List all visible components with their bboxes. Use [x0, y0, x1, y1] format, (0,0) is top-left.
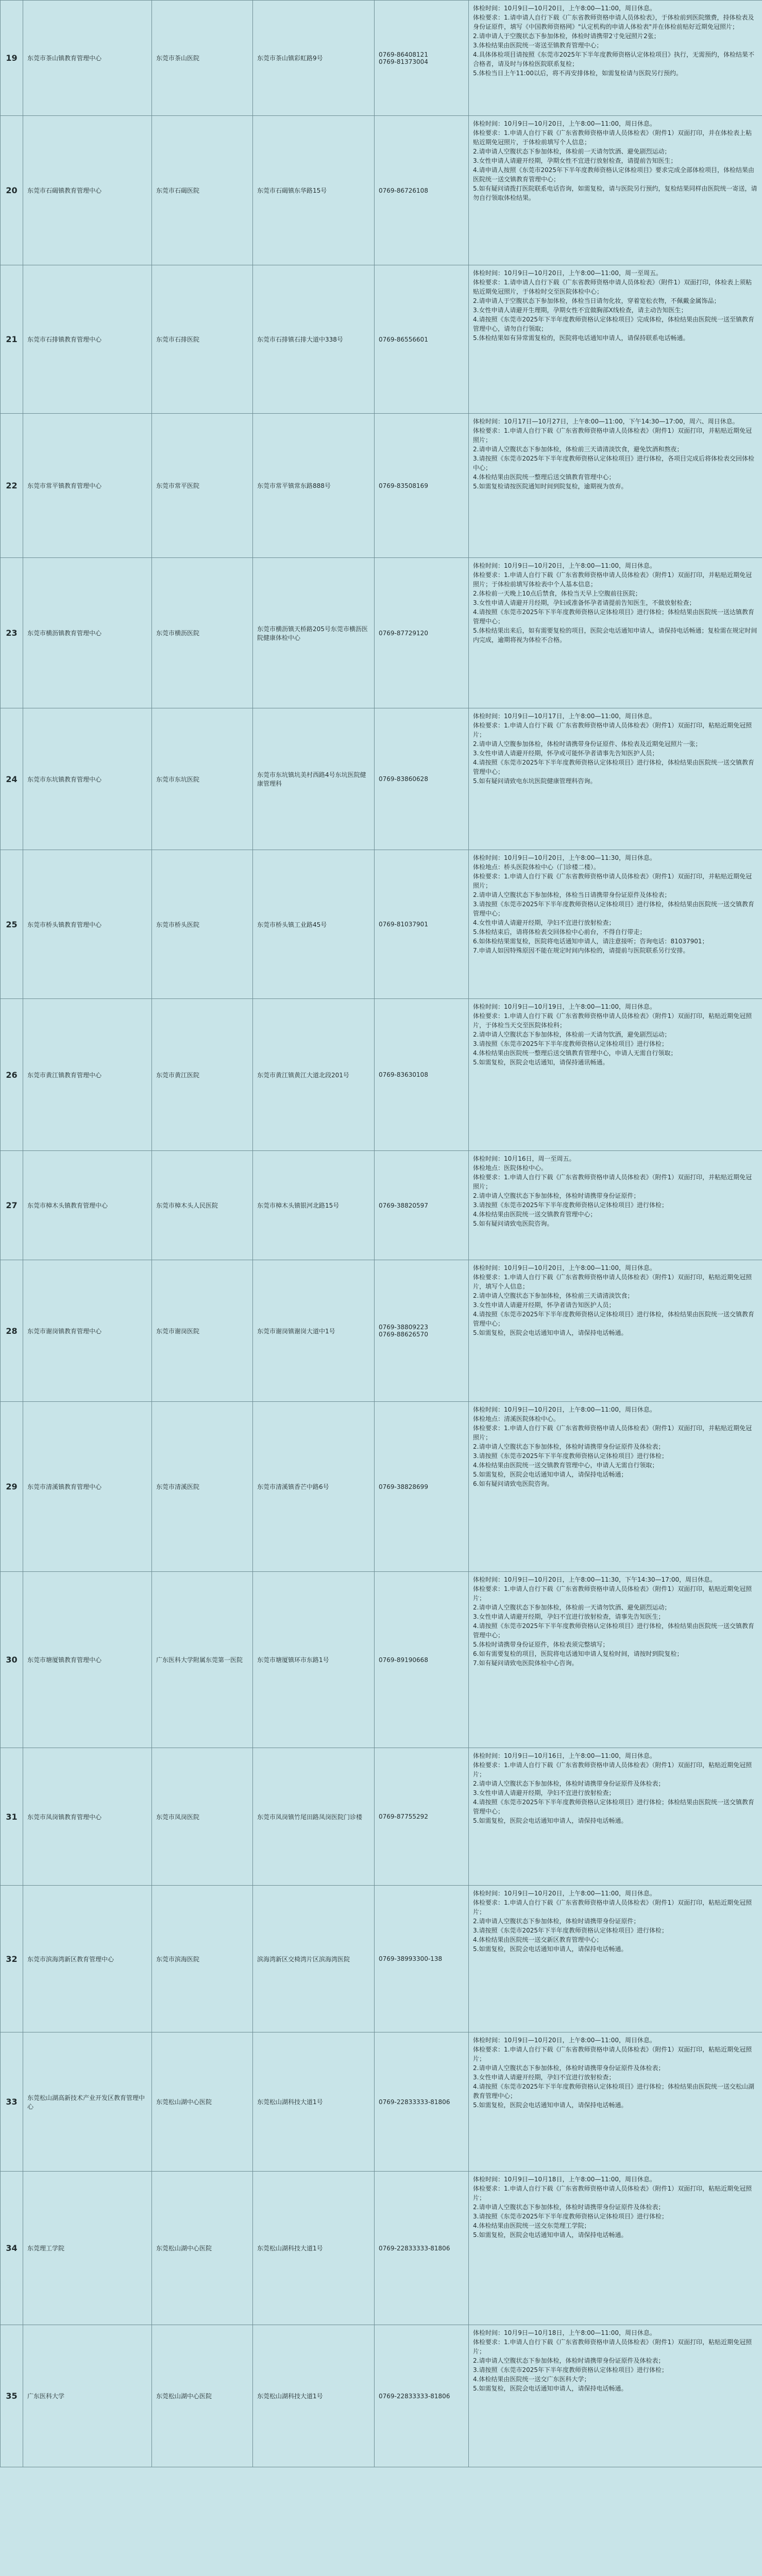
education-center: 东莞市樟木头镇教育管理中心 [23, 1151, 152, 1260]
hospital-name: 东莞市黄江医院 [152, 999, 253, 1151]
contact-phone: 0769-87729120 [375, 558, 469, 708]
education-center: 东莞市塘厦镇教育管理中心 [23, 1572, 152, 1748]
table-row [1, 1260, 762, 1402]
table-row [1, 999, 762, 1151]
hospital-name: 东莞市横沥医院 [152, 558, 253, 708]
hospital-name: 东莞市常平医院 [152, 414, 253, 558]
education-center: 广东医科大学 [23, 2325, 152, 2467]
contact-phone: 0769-81037901 [375, 850, 469, 999]
hospital-name: 东莞市清溪医院 [152, 1402, 253, 1572]
hospital-address: 东莞市东坑镇坑美村西路4号东坑医院健康管理科 [253, 708, 375, 850]
contact-phone: 0769-38993300-138 [375, 1886, 469, 2032]
row-index: 28 [1, 1260, 23, 1402]
hospital-name: 东莞市茶山医院 [152, 1, 253, 116]
contact-phone: 0769-83508169 [375, 414, 469, 558]
hospital-address: 东莞市塘厦镇环市东路1号 [253, 1572, 375, 1748]
exam-details: 体检时间：10月9日—10月20日，上午8:00—11:00，周日休息。 体检要求：1.申请人自行下载《广东省教师资格申请人员体检表》（附件1）双面打印，粘贴近期免冠照片，填写个人信息； 2.请申请人空腹状态下参加体检，体检前三天请清淡饮食； 3.女性申请人请避开经期，怀孕者请告知医护人员； 4.请按照《东莞市2025年下半年度教师资格认定体检项目》进行体检，体检结果由医院统一送交镇教育管理中心； 5.如需复检，医院会电话通知申请人，请保持电话畅通。 [469, 1260, 762, 1402]
hospital-address: 东莞市茶山镇彩虹路9号 [253, 1, 375, 116]
row-index: 32 [1, 1886, 23, 2032]
education-center: 东莞市横沥镇教育管理中心 [23, 558, 152, 708]
table-row [1, 1886, 762, 2032]
education-center: 东莞市石排镇教育管理中心 [23, 265, 152, 414]
hospital-name: 东莞市谢岗医院 [152, 1260, 253, 1402]
table-row [1, 414, 762, 558]
hospital-address: 东莞市清溪镇香芒中路6号 [253, 1402, 375, 1572]
contact-phone: 0769-22833333-81806 [375, 2032, 469, 2172]
row-index: 19 [1, 1, 23, 116]
row-index: 27 [1, 1151, 23, 1260]
hospital-name: 广东医科大学附属东莞第一医院 [152, 1572, 253, 1748]
exam-details: 体检时间：10月9日—10月18日，上午8:00—11:00，周日休息。 体检要求：1.申请人自行下载《广东省教师资格申请人员体检表》（附件1）双面打印，粘贴近期免冠照片； 2.请申请人空腹状态下参加体检，体检时请携带身份证原件及体检表； 3.请按照《东莞市2025年下半年度教师资格认定体检项目》进行体检； 4.体检结果由医院统一送交东莞理工学院； 5.如需复检，医院会电话通知申请人，请保持电话畅通。 [469, 2172, 762, 2325]
exam-details: 体检时间：10月16日，周一至周五。 体检地点：医院体检中心。 体检要求：1.申请人自行下载《广东省教师资格申请人员体检表》（附件1）双面打印，并粘贴近期免冠照片； 2.请申请人空腹状态下参加体检，体检时请携带身份证原件； 3.请按照《东莞市2025年下半年度教师资格认定体检项目》进行体检； 4.体检结果由医院统一送交镇教育管理中心； 5.如有疑问请致电医院咨询。 [469, 1151, 762, 1260]
contact-phone: 0769-86726108 [375, 116, 469, 265]
contact-phone: 0769-89190668 [375, 1572, 469, 1748]
table-body [1, 1, 762, 2467]
table-row [1, 708, 762, 850]
exam-details: 体检时间：10月9日—10月20日，上午8:00—11:30，周日休息。 体检地点：桥头医院体检中心（门诊楼二楼）。 体检要求：1.申请人自行下载《广东省教师资格申请人员体检表》（附件1）双面打印，并粘贴近期免冠照片； 2.请申请人空腹状态下参加体检，体检当日请携带身份证原件及体检表； 3.请按照《东莞市2025年下半年度教师资格认定体检项目》进行体检，体检结果由医院统一送交镇教育管理中心； 4.女性申请人请避开经期，孕妇不宜进行放射检查； 5.体检结束后，请将体检表交回体检中心前台，不得自行带走； 6.如体检结果需复检，医院将电话通知申请人，请注意接听；咨询电话：81037901； 7.申请人如因特殊原因不能在规定时间内体检的，请提前与医院联系另行安排。 [469, 850, 762, 999]
hospital-address: 东莞市桥头镇工业路45号 [253, 850, 375, 999]
exam-details: 体检时间：10月9日—10月20日，上午8:00—11:00，周日休息。 体检要求：1.申请人自行下载《广东省教师资格申请人员体检表》（附件1）双面打印，并在体检表上粘贴近期免冠照片，于体检前填写个人信息； 2.请申请人空腹状态下参加体检，体检前一天请勿饮酒、避免剧烈运动； 3.女性申请人请避开经期，孕期女性不宜进行放射检查，请提前告知医生； 4.请申请人按照《东莞市2025年下半年度教师资格认定体检项目》要求完成全部体检项目，体检结果由医院统一送交镇教育管理中心； 5.如有疑问请拨打医院联系电话咨询，如需复检，请与医院另行预约，复检结果同样由医院统一寄送，请勿自行领取体检结果。 [469, 116, 762, 265]
table-row [1, 1572, 762, 1748]
hospital-address: 东莞松山湖科技大道1号 [253, 2325, 375, 2467]
hospital-address: 东莞市石排镇石排大道中338号 [253, 265, 375, 414]
hospital-name: 东莞市东坑医院 [152, 708, 253, 850]
contact-phone: 0769-38809223 0769-88626570 [375, 1260, 469, 1402]
hospital-name: 东莞市樟木头人民医院 [152, 1151, 253, 1260]
hospital-name: 东莞松山湖中心医院 [152, 2325, 253, 2467]
table-row [1, 1151, 762, 1260]
education-center: 东莞市清溪镇教育管理中心 [23, 1402, 152, 1572]
row-index: 25 [1, 850, 23, 999]
hospital-address: 东莞市横沥镇天桥路205号东莞市横沥医院健康体检中心 [253, 558, 375, 708]
hospital-name: 东莞松山湖中心医院 [152, 2032, 253, 2172]
exam-details: 体检时间：10月9日—10月19日，上午8:00—11:00，周日休息。 体检要求：1.申请人自行下载《广东省教师资格申请人员体检表》（附件1）双面打印，粘贴近期免冠照片，于体检当天交至医院体检科； 2.请申请人空腹状态下参加体检，体检前一天请勿饮酒，避免剧烈运动； 3.请按照《东莞市2025年下半年度教师资格认定体检项目》进行体检； 4.体检结果由医院统一整理后送交镇教育管理中心，申请人无需自行领取； 5.如需复检，医院会电话通知，请保持通讯畅通。 [469, 999, 762, 1151]
exam-details: 体检时间：10月9日—10月18日，上午8:00—11:00，周日休息。 体检要求：1.申请人自行下载《广东省教师资格申请人员体检表》（附件1）双面打印，粘贴近期免冠照片； 2.请申请人空腹状态下参加体检，体检时请携带身份证原件及体检表； 3.请按照《东莞市2025年下半年度教师资格认定体检项目》进行体检； 4.体检结果由医院统一送交广东医科大学； 5.如需复检，医院会电话通知申请人，请保持电话畅通。 [469, 2325, 762, 2467]
hospital-name: 东莞市桥头医院 [152, 850, 253, 999]
education-center: 东莞市石碣镇教育管理中心 [23, 116, 152, 265]
table-row [1, 265, 762, 414]
contact-phone: 0769-22833333-81806 [375, 2172, 469, 2325]
hospital-name: 东莞市凤岗医院 [152, 1748, 253, 1886]
contact-phone: 0769-22833333-81806 [375, 2325, 469, 2467]
table-row [1, 1748, 762, 1886]
education-center: 东莞理工学院 [23, 2172, 152, 2325]
row-index: 20 [1, 116, 23, 265]
education-center: 东莞市黄江镇教育管理中心 [23, 999, 152, 1151]
exam-details: 体检时间：10月9日—10月17日，上午8:00—11:00，周日休息。 体检要求：1.申请人自行下载《广东省教师资格申请人员体检表》（附件1）双面打印，粘贴近期免冠照片； 2.请申请人空腹参加体检，体检时请携带身份证原件、体检表及近期免冠照片一张； 3.女性申请人请避开经期，怀孕或可能怀孕者请事先告知医护人员； 4.请按照《东莞市2025年下半年度教师资格认定体检项目》进行体检，体检结果由医院统一送交镇教育管理中心； 5.如有疑问请致电东坑医院健康管理科咨询。 [469, 708, 762, 850]
table-row [1, 116, 762, 265]
hospital-address: 东莞市凤岗镇竹尾田路凤岗医院门诊楼 [253, 1748, 375, 1886]
table-row [1, 1402, 762, 1572]
table-row [1, 850, 762, 999]
education-center: 东莞市常平镇教育管理中心 [23, 414, 152, 558]
contact-phone: 0769-83630108 [375, 999, 469, 1151]
education-center: 东莞市茶山镇教育管理中心 [23, 1, 152, 116]
hospital-address: 东莞市常平镇常东路888号 [253, 414, 375, 558]
exam-details: 体检时间：10月9日—10月20日，上午8:00—11:00，周日休息。 体检要求：1.申请人自行下载《广东省教师资格申请人员体检表》（附件1）双面打印，粘贴近期免冠照片； 2.请申请人空腹状态下参加体检，体检时请携带身份证原件； 3.请按照《东莞市2025年下半年度教师资格认定体检项目》进行体检； 4.体检结果由医院统一送交新区教育管理中心； 5.如需复检，医院会电话通知申请人，请保持电话畅通。 [469, 1886, 762, 2032]
exam-details: 体检时间：10月17日—10月27日，上午8:00—11:00，下午14:30—17:00，周六、周日休息。 体检要求：1.申请人自行下载《广东省教师资格申请人员体检表》（附件1）双面打印，并粘贴近期免冠照片； 2.请申请人空腹状态下参加体检，体检前三天请清淡饮食，避免饮酒和熬夜； 3.请按照《东莞市2025年下半年度教师资格认定体检项目》进行体检，各项目完成后将体检表交回体检中心； 4.体检结果由医院统一整理后送交镇教育管理中心； 5.如需复检请按医院通知时间到院复检，逾期视为放弃。 [469, 414, 762, 558]
exam-details: 体检时间：10月9日—10月20日，上午8:00—11:00，周日休息。 体检要求：1.申请人自行下载《广东省教师资格申请人员体检表》（附件1）双面打印，并粘贴近期免冠照片；于体检前填写体检表中个人基本信息； 2.体检前一天晚上10点后禁食，体检当天早上空腹前往医院； 3.女性申请人请避开月经期，孕妇或准备怀孕者请提前告知医生，不做放射检查； 4.请按照《东莞市2025年下半年度教师资格认定体检项目》进行体检；体检结果由医院统一送达镇教育管理中心； 5.体检结果出来后，如有需要复检的项目，医院会电话通知申请人，请保持电话畅通；复检需在规定时间内完成，逾期将视为体检不合格。 [469, 558, 762, 708]
table-row [1, 558, 762, 708]
contact-phone: 0769-83860628 [375, 708, 469, 850]
exam-details: 体检时间：10月9日—10月20日，上午8:00—11:00，周日休息。 体检地点：清溪医院体检中心。 体检要求：1.申请人自行下载《广东省教师资格申请人员体检表》（附件1）双面打印，并粘贴近期免冠照片； 2.请申请人空腹状态下参加体检，体检时请携带身份证原件及体检表； 3.请按照《东莞市2025年下半年度教师资格认定体检项目》进行体检； 4.体检结果由医院统一送交镇教育管理中心，申请人无需自行领取； 5.如需复检，医院会电话通知申请人，请保持电话畅通； 6.如有疑问请致电医院咨询。 [469, 1402, 762, 1572]
contact-phone: 0769-38820597 [375, 1151, 469, 1260]
hospital-address: 滨海湾新区交椅湾片区滨海湾医院 [253, 1886, 375, 2032]
row-index: 22 [1, 414, 23, 558]
exam-details: 体检时间：10月9日—10月20日，上午8:00—11:30，下午14:30—17:00，周日休息。 体检要求：1.申请人自行下载《广东省教师资格申请人员体检表》（附件1）双面打印，粘贴近期免冠照片； 2.请申请人空腹状态下参加体检，体检前一天请勿饮酒、避免剧烈运动； 3.女性申请人请避开经期，孕妇不宜进行放射检查，请事先告知医生； 4.请按照《东莞市2025年下半年度教师资格认定体检项目》进行体检，体检结果由医院统一送交镇教育管理中心； 5.体检时请携带身份证原件，体检表须完整填写； 6.如有需要复检的项目，医院将电话通知申请人复检时间，请按时到院复检； 7.如有疑问请致电医院体检中心咨询。 [469, 1572, 762, 1748]
hospital-address: 东莞松山湖科技大道1号 [253, 2172, 375, 2325]
education-center: 东莞松山湖高新技术产业开发区教育管理中心 [23, 2032, 152, 2172]
education-center: 东莞市桥头镇教育管理中心 [23, 850, 152, 999]
contact-phone: 0769-87755292 [375, 1748, 469, 1886]
row-index: 21 [1, 265, 23, 414]
hospital-address: 东莞市石碣镇东华路15号 [253, 116, 375, 265]
education-center: 东莞市凤岗镇教育管理中心 [23, 1748, 152, 1886]
table-row [1, 1, 762, 116]
hospital-name: 东莞市石碣医院 [152, 116, 253, 265]
contact-phone: 0769-86556601 [375, 265, 469, 414]
hospital-address: 东莞市黄江镇黄江大道北段201号 [253, 999, 375, 1151]
row-index: 26 [1, 999, 23, 1151]
row-index: 35 [1, 2325, 23, 2467]
exam-details: 体检时间：10月9日—10月20日，上午8:00—11:00，周日休息。 体检要求：1.请申请人自行下载《广东省教师资格申请人员体检表》，于体检前到医院缴费，持体检表及身份证原件，填写《中国教师资格网》"认定机构的申请人体检表"并在体检前贴好近期免冠照片； 2.请申请人于空腹状态下参加体检，体检时请携带2寸免冠照片2张； 3.体检结果由医院统一寄送至镇教育管理中心； 4.具体体检项目请按照《东莞市2025年下半年度教师资格认定体检项目》执行，无需预约，体检结果不合格者，请及时与体检医院联系复检； 5.体检当日上午11:00以后，将不再安排体检，如需复检请与医院另行预约。 [469, 1, 762, 116]
table-row [1, 2172, 762, 2325]
row-index: 34 [1, 2172, 23, 2325]
row-index: 23 [1, 558, 23, 708]
hospital-address: 东莞松山湖科技大道1号 [253, 2032, 375, 2172]
education-center: 东莞市滨海湾新区教育管理中心 [23, 1886, 152, 2032]
contact-phone: 0769-86408121 0769-81373004 [375, 1, 469, 116]
row-index: 30 [1, 1572, 23, 1748]
exam-details: 体检时间：10月9日—10月16日，上午8:00—11:00，周日休息。 体检要求：1.申请人自行下载《广东省教师资格申请人员体检表》（附件1）双面打印，粘贴近期免冠照片； 2.请申请人空腹状态下参加体检，体检时请携带身份证原件及体检表； 3.女性申请人请避开经期，孕妇不宜进行放射检查； 4.请按照《东莞市2025年下半年度教师资格认定体检项目》进行体检；体检结果由医院统一送交镇教育管理中心； 5.如需复检，医院会电话通知申请人，请保持电话畅通。 [469, 1748, 762, 1886]
table-row [1, 2032, 762, 2172]
exam-details: 体检时间：10月9日—10月20日，上午8:00—11:00，周日休息。 体检要求：1.申请人自行下载《广东省教师资格申请人员体检表》（附件1）双面打印，粘贴近期免冠照片； 2.请申请人空腹状态下参加体检，体检时请携带身份证原件及体检表； 3.女性申请人请避开经期，孕妇不宜进行放射检查； 4.请按照《东莞市2025年下半年度教师资格认定体检项目》进行体检；体检结果由医院统一送交松山湖教育管理中心； 5.如需复检，医院会电话通知申请人，请保持电话畅通。 [469, 2032, 762, 2172]
table-row [1, 2325, 762, 2467]
hospital-name: 东莞松山湖中心医院 [152, 2172, 253, 2325]
hospital-name: 东莞市滨海医院 [152, 1886, 253, 2032]
hospital-address: 东莞市谢岗镇谢岗大道中1号 [253, 1260, 375, 1402]
row-index: 33 [1, 2032, 23, 2172]
hospital-address: 东莞市樟木头镇银河北路15号 [253, 1151, 375, 1260]
education-center: 东莞市谢岗镇教育管理中心 [23, 1260, 152, 1402]
row-index: 31 [1, 1748, 23, 1886]
exam-details: 体检时间：10月9日—10月20日，上午8:00—11:00，周一至周五。 体检要求：1.请申请人自行下载《广东省教师资格申请人员体检表》（附件1）双面打印，体检表上须粘贴近期免冠照片，于体检时交至医院体检中心； 2.请申请人于空腹状态下参加体检，体检当日请勿化妆，穿着宽松衣物，不佩戴金属饰品； 3.女性申请人请避开生理期，孕期女性不宜做胸部X线检查，请主动告知医生； 4.请按照《东莞市2025年下半年度教师资格认定体检项目》完成体检，体检结果由医院统一送至镇教育管理中心，请勿自行领取； 5.体检结果如有异常需复检的，医院将电话通知申请人，请保持联系电话畅通。 [469, 265, 762, 414]
education-center: 东莞市东坑镇教育管理中心 [23, 708, 152, 850]
row-index: 24 [1, 708, 23, 850]
row-index: 29 [1, 1402, 23, 1572]
contact-phone: 0769-38828699 [375, 1402, 469, 1572]
hospital-name: 东莞市石排医院 [152, 265, 253, 414]
